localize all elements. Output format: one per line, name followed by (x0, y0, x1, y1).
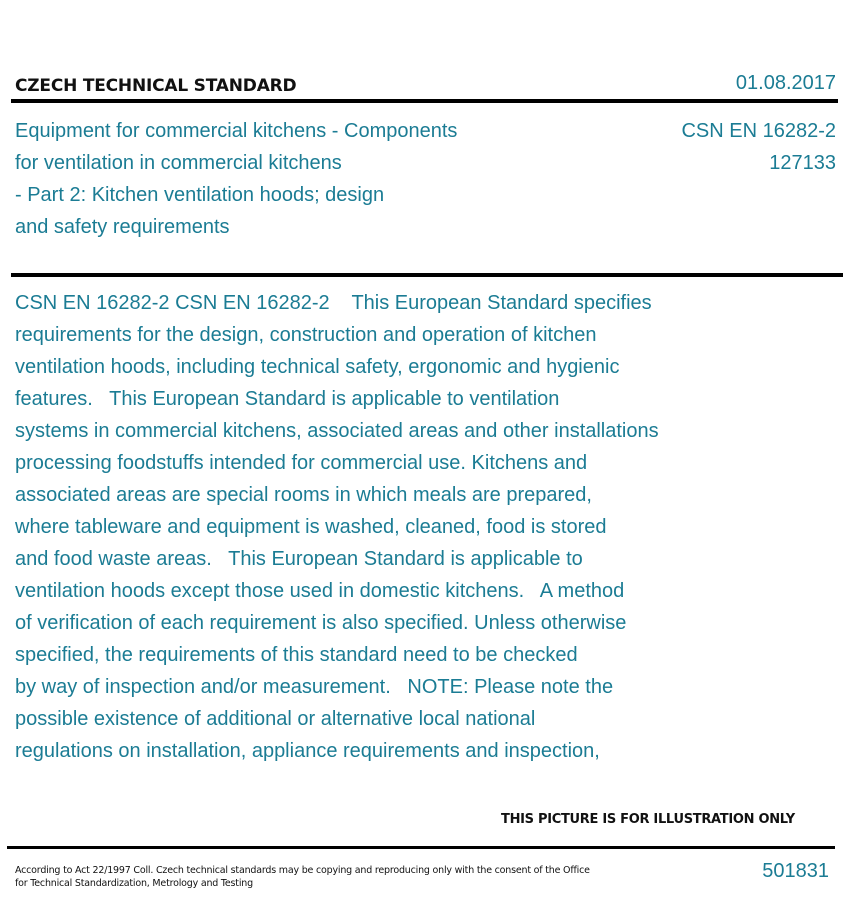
abstract-line: processing foodstuffs intended for commercial use. Kitchens and (15, 452, 588, 474)
abstract-line: CSN EN 16282-2 CSN EN 16282-2 This European Standard specifies (15, 292, 652, 314)
abstract-line: possible existence of additional or alternative local national (15, 708, 536, 730)
abstract-line: associated areas are special rooms in which meals are prepared, (15, 484, 592, 506)
standard-code: CSN EN 16282-2 (681, 120, 836, 142)
abstract-text (15, 287, 845, 767)
catalog-number: 127133 (769, 152, 836, 174)
publication-date: 01.08.2017 (735, 72, 836, 94)
legal-notice-line: According to Act 22/1997 Coll. Czech technical standards may be copying and reproducing only with the consent of the Office (15, 865, 590, 876)
standard-title-line: Equipment for commercial kitchens - Components (15, 120, 458, 142)
standard-title-line: for ventilation in commercial kitchens (15, 152, 342, 174)
standard-title-line: - Part 2: Kitchen ventilation hoods; design (15, 184, 385, 206)
legal-notice-line: for Technical Standardization, Metrology and Testing (15, 878, 253, 889)
abstract-line: features. This European Standard is applicable to ventilation (15, 388, 560, 410)
abstract-line: ventilation hoods, including technical safety, ergonomic and hygienic (15, 356, 620, 378)
illustration-note: THIS PICTURE IS FOR ILLUSTRATION ONLY (501, 812, 795, 827)
abstract-line: regulations on installation, appliance requirements and inspection, (15, 740, 600, 762)
abstract-line: of verification of each requirement is also specified. Unless otherwise (15, 612, 627, 634)
abstract-line: specified, the requirements of this standard need to be checked (15, 644, 578, 666)
abstract-line: systems in commercial kitchens, associated areas and other installations (15, 420, 659, 442)
legal-notice (15, 864, 615, 890)
abstract-line: where tableware and equipment is washed, cleaned, food is stored (15, 516, 607, 538)
header-divider (11, 99, 838, 103)
standard-codes (681, 115, 836, 179)
document-number: 501831 (762, 860, 829, 882)
header-title: CZECH TECHNICAL STANDARD (15, 76, 297, 96)
abstract-line: requirements for the design, construction and operation of kitchen (15, 324, 597, 346)
abstract-line: ventilation hoods except those used in domestic kitchens. A method (15, 580, 625, 602)
footer-divider (7, 846, 835, 849)
standard-title (15, 115, 535, 243)
standard-title-line: and safety requirements (15, 216, 230, 238)
abstract-line: and food waste areas. This European Standard is applicable to (15, 548, 583, 570)
abstract-line: by way of inspection and/or measurement. NOTE: Please note the (15, 676, 614, 698)
title-divider (11, 273, 843, 277)
